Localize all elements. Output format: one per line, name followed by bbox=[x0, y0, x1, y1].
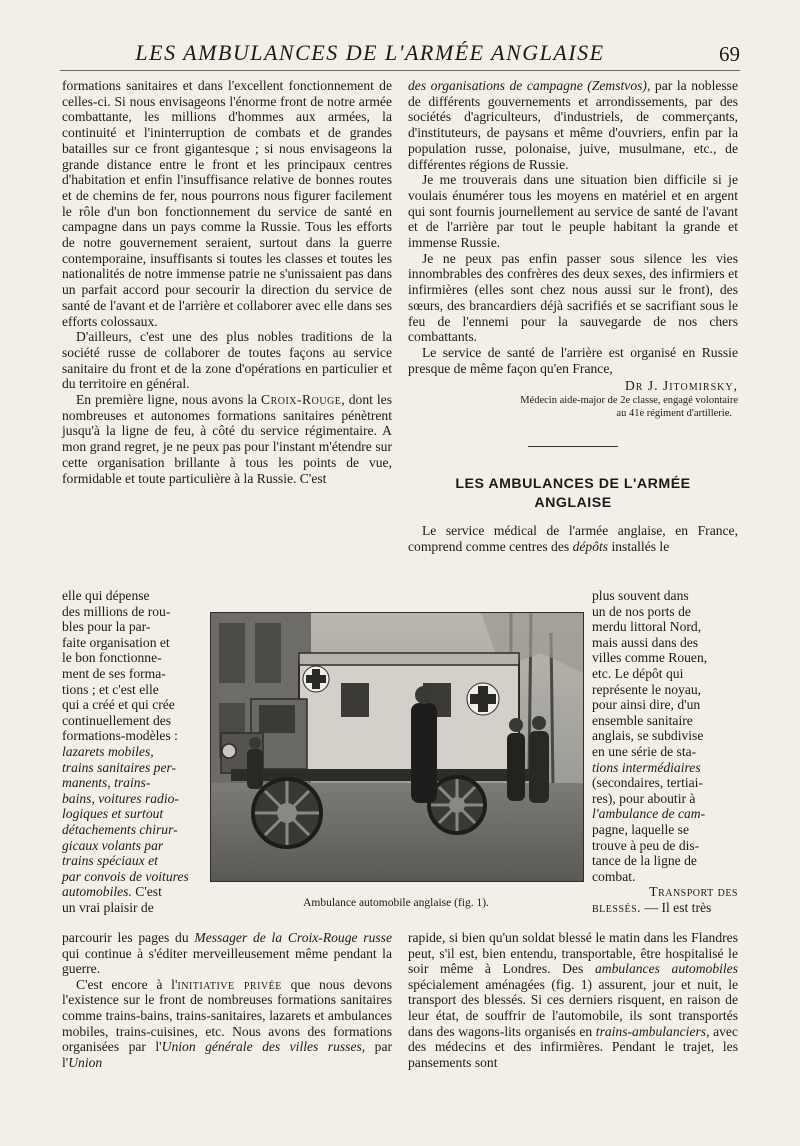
ambulance-illustration bbox=[211, 613, 583, 881]
right-column bbox=[408, 78, 738, 554]
section-title-line-1: LES AMBULANCES DE L'ARMÉE bbox=[455, 476, 691, 493]
text-run: spécialement aménagées (fig. 1) assurent, jour et nuit, le transport des blessés. Si ces derniers risquent, en raison de leur état, de souffrir de l'automobile, ils sont transportés dans des wagons-lits organisés en bbox=[408, 976, 738, 1039]
text-line: etc. Le dépôt qui bbox=[592, 665, 684, 681]
text-line: formations-modèles : bbox=[62, 728, 178, 744]
text-run: , par la noblesse de différents gouvernements et arrondissements, par des sociétés d'agriculteurs, d'industriels, de commerçants, d'instituteurs, de paysans et même d'ouvriers, enfin par la population russe, polonaise, juive, musulmane, etc., de différentes régions de Russie. bbox=[408, 78, 739, 172]
signature-role-2: au 41e régiment d'artillerie. bbox=[616, 408, 732, 420]
right-paragraph-4: Le service de santé de l'arrière est organisé en Russie presque de même façon qu'en France, bbox=[408, 344, 738, 376]
red-cross-term: Croix-Rouge bbox=[261, 392, 342, 408]
right-paragraph-1 bbox=[408, 78, 738, 172]
trains-term: trains-ambulanciers bbox=[595, 1023, 707, 1039]
ambulance-photo bbox=[210, 612, 584, 882]
text-line: qui a créé et qui crée bbox=[62, 697, 175, 713]
text-line: (secondaires, tertiai- bbox=[592, 775, 703, 791]
bottom-left-paragraph-2 bbox=[62, 977, 392, 1071]
section-title bbox=[408, 475, 738, 513]
text-line: merdu littoral Nord, bbox=[592, 619, 702, 635]
left-paragraph-3 bbox=[62, 392, 392, 486]
text-line: continuellement des bbox=[62, 712, 172, 728]
left-column bbox=[62, 78, 392, 486]
text-line: gicaux volants par bbox=[62, 837, 164, 853]
text-line: détachements chirur- bbox=[62, 821, 178, 837]
right-paragraph-2: Je me trouverais dans une situation bien difficile si je voulais énumérer tous les moyens en matériel et en argent qui sont fournis journellement au service de santé de l'avant et de l'arrière par tout le peuple habitant la grande et immense Russie. bbox=[408, 172, 738, 251]
depots-term: dépôts bbox=[572, 538, 609, 554]
bottom-left-text bbox=[62, 930, 392, 1070]
text-line: logiques et surtout bbox=[62, 806, 164, 822]
text-line: tance de la ligne de bbox=[592, 853, 697, 869]
text-line: trains sanitaires per- bbox=[62, 759, 177, 775]
text-line: combat. bbox=[592, 868, 636, 884]
text-line: faite organisation et bbox=[62, 634, 170, 650]
section-title-line-2: ANGLAISE bbox=[534, 495, 612, 512]
union-term-2: Union bbox=[68, 1054, 103, 1070]
text-line: elle qui dépense bbox=[62, 588, 150, 603]
text-run: , avec des médecins et des infirmières. Pendant le trajet, les pansements sont bbox=[408, 1023, 738, 1070]
text-line: pour ainsi dire, d'un bbox=[592, 697, 701, 713]
text-run: que nous devons l'existence sur le front de nombreuses formations sanitaires comme trains-bains, trains-sanitaires, lazarets et ambulances mobiles, trains-cuisines, etc. Nous avons des formations organisées par l' bbox=[62, 976, 393, 1055]
text-run: , dont les nombreuses et autonomes formations sanitaires pénètrent jusqu'à la ligne de feu, à côté du service régimentaire. A mon grand regret, je ne peux pas pour l'instant m'étendre sur cette organisation brillante à tous les points de vue, formidable et toute particulière à la Russie. C'est bbox=[62, 392, 392, 486]
running-title: LES AMBULANCES DE L'ARMÉE ANGLAISE bbox=[135, 40, 605, 65]
subheading-transport: Transport des bbox=[649, 884, 738, 900]
text-line: plus souvent dans bbox=[592, 588, 689, 603]
text-run: C'est encore à l' bbox=[76, 976, 178, 992]
left-paragraph-1: formations sanitaires et dans l'excellent fonctionnement de celles-ci. Si nous envisageons l'énorme front de notre armée combattante, les millions d'hommes aux armées, la continuité et l'ininterruption de combats et de grandes batailles sur ce front gigantesque ; si nous envisageons la grande distance entre le front et les principaux centres d'habitation et enfin l'insuffisance relative de bonnes routes et de chemins de fer, nous pourrons nous figurer facilement le rôle d'un bon fonctionnement du service de santé en campagne dans un pays comme la Russie. Tous les efforts de notre gouvernement seraient, surtout dans la guerre contemporaine, insuffisants si toutes les classes et toutes les nationalités de notre immense patrie ne s'unissaient pas dans un parfait accord pour secourir la direction du service de santé de l'avant et de l'arrière et collaborer avec elle dans ses efforts colossaux. bbox=[62, 78, 392, 329]
text-line: en une série de sta- bbox=[592, 743, 697, 759]
bottom-left-paragraph-1 bbox=[62, 930, 392, 977]
text-line: manents, trains- bbox=[62, 775, 151, 791]
text-line: pagne, laquelle se bbox=[592, 821, 690, 837]
text-line: tions intermédiaires bbox=[592, 759, 701, 775]
text-line: villes comme Rouen, bbox=[592, 650, 708, 666]
subheading-blesses: blessés. bbox=[592, 899, 642, 915]
narrow-left-text bbox=[62, 588, 200, 915]
running-header bbox=[60, 40, 740, 71]
text-line: par convois de voitures bbox=[62, 868, 189, 884]
text-line: bains, voitures radio- bbox=[62, 790, 179, 806]
text-line: ensemble sanitaire bbox=[592, 712, 693, 728]
initiative-term: initiative privée bbox=[177, 976, 282, 992]
text-line: ment de ses forma- bbox=[62, 665, 166, 681]
text-line: mais aussi dans des bbox=[592, 634, 699, 650]
text-line: tions ; et c'est elle bbox=[62, 681, 159, 697]
text-run: — Il est très bbox=[641, 899, 712, 915]
text-run: parcourir les pages du bbox=[62, 930, 195, 945]
text-run: automobiles. bbox=[62, 884, 132, 900]
text-run: qui continue à s'éditer merveilleusement même pendant la guerre. bbox=[62, 945, 392, 977]
author-name: Dr J. Jitomirsky, bbox=[624, 378, 738, 394]
section-divider bbox=[528, 446, 618, 447]
text-line: lazarets mobiles, bbox=[62, 743, 154, 759]
ambulances-term: ambulances automobiles bbox=[594, 961, 738, 977]
zemstvos-term: des organisations de campagne (Zemstvos) bbox=[408, 78, 647, 93]
text-line: bles pour la par- bbox=[62, 619, 151, 635]
figure-caption: Ambulance automobile anglaise (fig. 1). bbox=[303, 897, 489, 909]
text-run: rapide, si bien qu'un soldat blessé le matin dans les Flandres peut, s'il est, bien entendu, transportable, être hospitalisé le soir même à Londres. Des bbox=[408, 930, 738, 977]
text-run: C'est bbox=[131, 884, 162, 900]
signature-role-1: Médecin aide-major de 2e classe, engagé volontaire bbox=[520, 395, 738, 407]
union-term: Union générale des villes russes bbox=[161, 1039, 362, 1055]
text-run: installés le bbox=[608, 538, 670, 554]
text-line: trains spéciaux et bbox=[62, 853, 158, 869]
text-run: , par l' bbox=[62, 1039, 393, 1070]
bottom-right-text bbox=[408, 930, 738, 1070]
text-run: Le service médical de l'armée anglaise, en France, comprend comme centres des bbox=[408, 523, 738, 554]
bottom-right-paragraph bbox=[408, 930, 738, 1070]
text-line: trouve à peu de dis- bbox=[592, 837, 700, 853]
page-number: 69 bbox=[719, 42, 740, 66]
text-run: En première ligne, nous avons la bbox=[76, 392, 261, 408]
narrow-right-text bbox=[592, 588, 738, 915]
text-line: l'ambulance de cam- bbox=[592, 806, 706, 822]
text-line: un de nos ports de bbox=[592, 603, 691, 619]
text-line: représente le noyau, bbox=[592, 681, 702, 697]
messager-title: Messager de la Croix-Rouge russe bbox=[194, 930, 392, 945]
text-line: anglais, se subdivise bbox=[592, 728, 704, 744]
text-line: des millions de rou- bbox=[62, 603, 171, 619]
text-line: un vrai plaisir de bbox=[62, 899, 154, 915]
right-paragraph-3: Je ne peux pas enfin passer sous silence les vies innombrables des confrères des deux sexes, des infirmiers et infirmières (elles sont chez nous aussi sur le front), des sœurs, des brancardiers déjà sacrifiés et se sacrifiant sous le feu de l'ennemi pour la sauvegarde de nos chers combattants. bbox=[408, 250, 738, 345]
text-line bbox=[592, 900, 738, 916]
intro-paragraph bbox=[408, 523, 738, 554]
text-line: le bon fonctionne- bbox=[62, 650, 162, 666]
left-paragraph-2: D'ailleurs, c'est une des plus nobles traditions de la société russe de collaborer de toutes façons au service sanitaire du front et de la zone d'opérations en particulier et du territoire en général. bbox=[62, 329, 392, 392]
text-line: res), pour aboutir à bbox=[592, 790, 696, 806]
text-line bbox=[62, 884, 200, 900]
signature-name bbox=[408, 378, 738, 394]
